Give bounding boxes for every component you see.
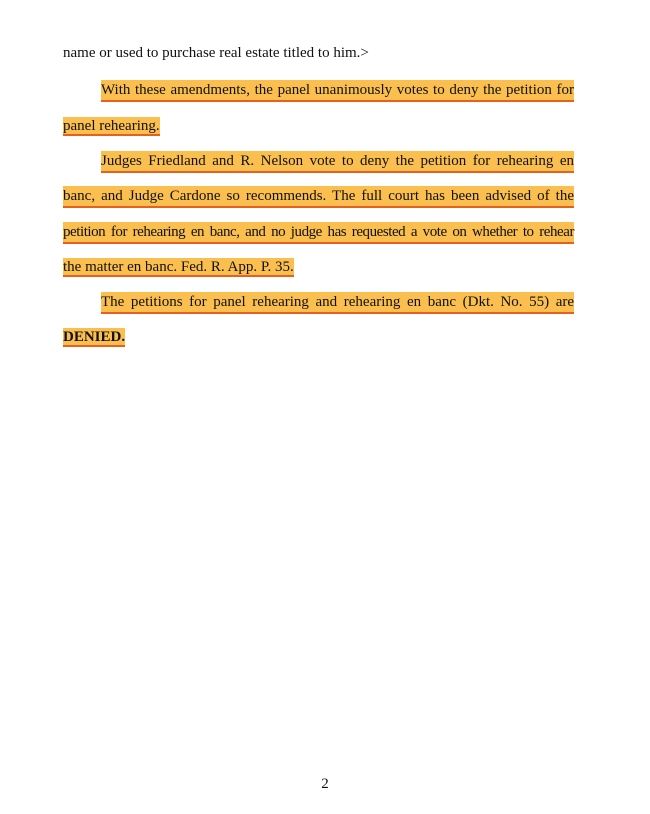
highlighted-line-petition: petition for rehearing en banc, and no judge has requested a vote on whether to rehear — [63, 222, 574, 244]
page-number: 2 — [321, 776, 329, 792]
text-line-1: name or used to purchase real estate titled to him.> — [63, 45, 369, 61]
highlighted-line-denied — [63, 327, 574, 347]
highlighted-line-panel-rehearing — [63, 116, 574, 136]
highlighted-line-fed-rule — [63, 257, 574, 277]
text-line-carryover — [63, 43, 574, 63]
highlighted-line-petitions-denied: The petitions for panel rehearing and rehearing en banc (Dkt. No. 55) are — [101, 292, 574, 314]
highlighted-line-cardone: banc, and Judge Cardone so recommends. The full court has been advised of the — [63, 186, 574, 208]
text-line-3: panel rehearing. — [63, 118, 160, 134]
highlighted-line-judges: Judges Friedland and R. Nelson vote to deny the petition for rehearing en — [101, 151, 574, 173]
denied-text: DENIED. — [63, 329, 126, 345]
highlighted-line-amendments: With these amendments, the panel unanimously votes to deny the petition for — [101, 80, 574, 102]
text-line-7: the matter en banc. Fed. R. App. P. 35. — [63, 259, 294, 275]
